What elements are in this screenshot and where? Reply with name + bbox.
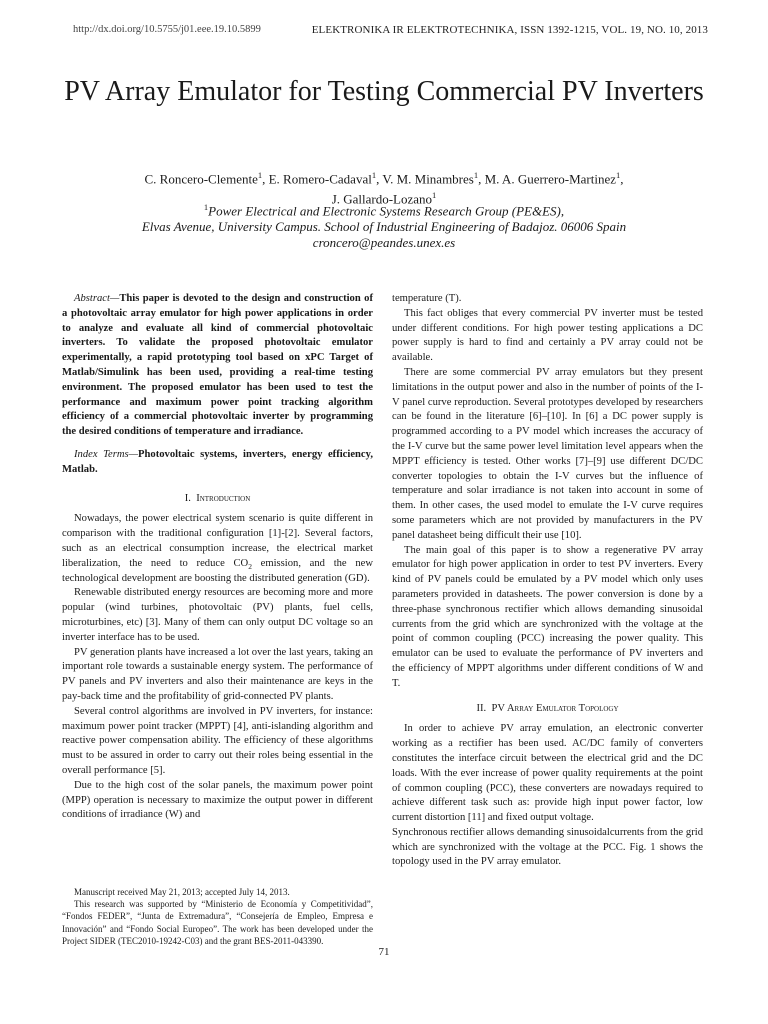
paragraph: Synchronous rectifier allows demanding sinusoidalcurrents from the grid which are synchronized with the voltage at the PCC. Fig. 1 shows the topology used in the PV array emulator.	[392, 826, 703, 868]
abstract-label: Abstract—	[74, 293, 120, 304]
author-list: C. Roncero-Clemente$^1$, E. Romero-Cadaval$^1$, V. M. Minambres$^1$, M. A. Guerrero-Martinez$^1$, J. Gallardo-Lozano$^1$	[144, 170, 624, 207]
footnote-received: Manuscript received May 21, 2013; accepted July 14, 2013.	[74, 887, 290, 897]
author-affil-mark: 1	[616, 170, 621, 180]
footnote-funding: This research was supported by “Ministerio de Economía y Competitividad”, “Fondos FEDER”, “Junta de Extremadura”, “Consejería de Empleo, Empresa e Innovación” and “Fondo Social Europeo”. The work has been developed under the Project SIDER (TEC2010-19242-C03) and the grant BES-2011-043390.	[62, 899, 373, 946]
affiliation-group: Power Electrical and Electronic Systems Research Group (PE&ES),	[208, 203, 565, 219]
index-terms-label: Index Terms—	[74, 448, 139, 460]
index-terms-text: Photovoltaic systems, inverters, energy efficiency, Matlab.	[62, 448, 373, 475]
doi-link[interactable]: http://dx.doi.org/10.5755/j01.eee.19.10.5899	[73, 24, 261, 35]
paragraph: There are some commercial PV array emulators but they present limitations in the output power and also in the number of points of the I-V panel curve reproduction. Several prototypes developed by researchers can be found in the literature [6]–[10]. In [6] a DC power supply is programmed according to a PV model which increases the accuracy of the I-V curve but the same power level limitation level appears when the MPPT efficiency is tested. Other works [7]–[9] use different DC/DC converter topologies to obtain the I-V curves but the influence of temperature and solar irradiance is not taken into account in some of them. In other cases, the used model to emulate the I-V curve requires some parameters which are not provided by manufacturers in the PV panel datasheet being difficult their use [10].	[392, 366, 703, 541]
index-terms	[62, 448, 373, 478]
paragraph: temperature (T).	[392, 293, 462, 304]
author-affil-mark: 1	[371, 170, 377, 180]
paragraph: The main goal of this paper is to show a regenerative PV array emulator for high power application in order to test PV inverters. Every kind of PV panels could be emulated by a PV model which only uses parameters provided in datasheets. The power conversion is done by a three-phase synchronous rectifier which allows demanding sinusoidal currents from the grid which are synchronized with the voltage at the point of common coupling (PCC) increasing the power quality. This emulator can be used to evaluate the performance of PV inverters and the efficiency of MPPT algorithms under different conditions of W and T.	[392, 544, 703, 689]
paragraph-text: emission, and the new technological development are boosting the distributed generation (GD).	[62, 557, 373, 584]
affiliation-address: Elvas Avenue, University Campus. School of Industrial Engineering of Badajoz. 06006 Spain	[141, 219, 627, 235]
paragraph: Due to the high cost of the solar panels, the maximum power point (MPP) operation is necessary to maximize the output power in different conditions of irradiance (W) and	[62, 779, 373, 821]
author-name: J. Gallardo-Lozano	[331, 191, 433, 207]
paragraph: This fact obliges that every commercial PV inverter must be tested under different conditions. For high power testing applications a DC power supply is hard to find and certainly a PV array could not be available.	[392, 307, 703, 364]
author-name: E. Romero-Cadaval	[268, 171, 372, 187]
author-affil-mark: 1	[432, 190, 437, 201]
abstract	[62, 292, 373, 440]
author-name: C. Roncero-Clemente	[144, 171, 258, 187]
journal-header: ELEKTRONIKA IR ELEKTROTECHNIKA, ISSN 1392-1215, VOL. 19, NO. 10, 2013	[311, 24, 708, 36]
paragraph-text: Nowadays, the power electrical system scenario is quite different in comparison with the traditional configuration [1]-[2]. Several factors, such as an electrical consumption increase, the electrical market liberalization, the need to reduce CO	[62, 513, 373, 569]
author-affil-mark: 1	[257, 170, 263, 180]
paragraph: PV generation plants have increased a lot over the last years, taking an important role towards a sustainable energy system. The performance of PV panels and PV inverters and also their maintenance are keys in the pay-back time and the profitability of grid-connected PV plants.	[62, 646, 373, 702]
affiliation-block	[60, 199, 708, 251]
author-name: V. M. Minambres	[382, 171, 474, 187]
section-number: I.	[184, 492, 191, 504]
contact-email[interactable]: croncero@peandes.unex.es	[312, 235, 456, 251]
page-number: 71	[378, 946, 390, 958]
abstract-text: This paper is devoted to the design and construction of a photovoltaic array emulator for high power applications in order to analyze and evaluate all kind of commercial photovoltaic inverters. To validate the proposed photovoltaic emulator experimentally, a rapid prototyping tool based on xPC Target of Matlab/Simulink has been used, providing a real-time testing environment. The proposed emulator has been used to test the performance and maximum power point tracking algorithm efficiency of a commercial photovoltaic inverter by programming the desired conditions of temperature and irradiance.	[62, 293, 373, 438]
paragraph: Renewable distributed energy resources are becoming more and more popular (wind turbines, photovoltaic (PV) plants, fuel cells, microturbines, etc) [3]. Many of them can only output DC voltage so an inverter interface has to be used.	[62, 587, 373, 643]
paper-title: PV Array Emulator for Testing Commercial PV Inverters	[64, 76, 704, 107]
left-column	[62, 292, 373, 823]
footnote	[62, 886, 373, 947]
section-heading-introduction	[62, 492, 373, 507]
paragraph	[62, 512, 373, 586]
subscript: 2	[248, 561, 252, 571]
right-column	[392, 292, 703, 870]
author-name: M. A. Guerrero-Martinez	[484, 171, 616, 187]
paragraph: Several control algorithms are involved in PV inverters, for instance: maximum power point tracker (MPPT) [4], anti-islanding algorithm and reactive power compensation ability. The efficiency of these algorithms must to be assured in order to carry out their roles being essential in the overall performance [5].	[62, 705, 373, 776]
paragraph: In order to achieve PV array emulation, an electronic converter working as a rectifier has been used. AC/DC family of converters constitutes the interface circuit between the electrical grid and the DC loads. With the ever increase of power quality requirements at the point of common coupling (PCC), these converters are nowadays required to achieve different task such as: provide high input power factor, low current distortion [11] and fixed output voltage.	[392, 723, 703, 824]
author-affil-mark: 1	[473, 170, 479, 180]
section-title: PV Array Emulator Topology	[491, 702, 619, 714]
affil-mark: 1	[203, 202, 209, 212]
section-heading-topology	[392, 702, 703, 717]
section-title: Introduction	[196, 492, 251, 504]
section-number: II.	[476, 702, 487, 714]
